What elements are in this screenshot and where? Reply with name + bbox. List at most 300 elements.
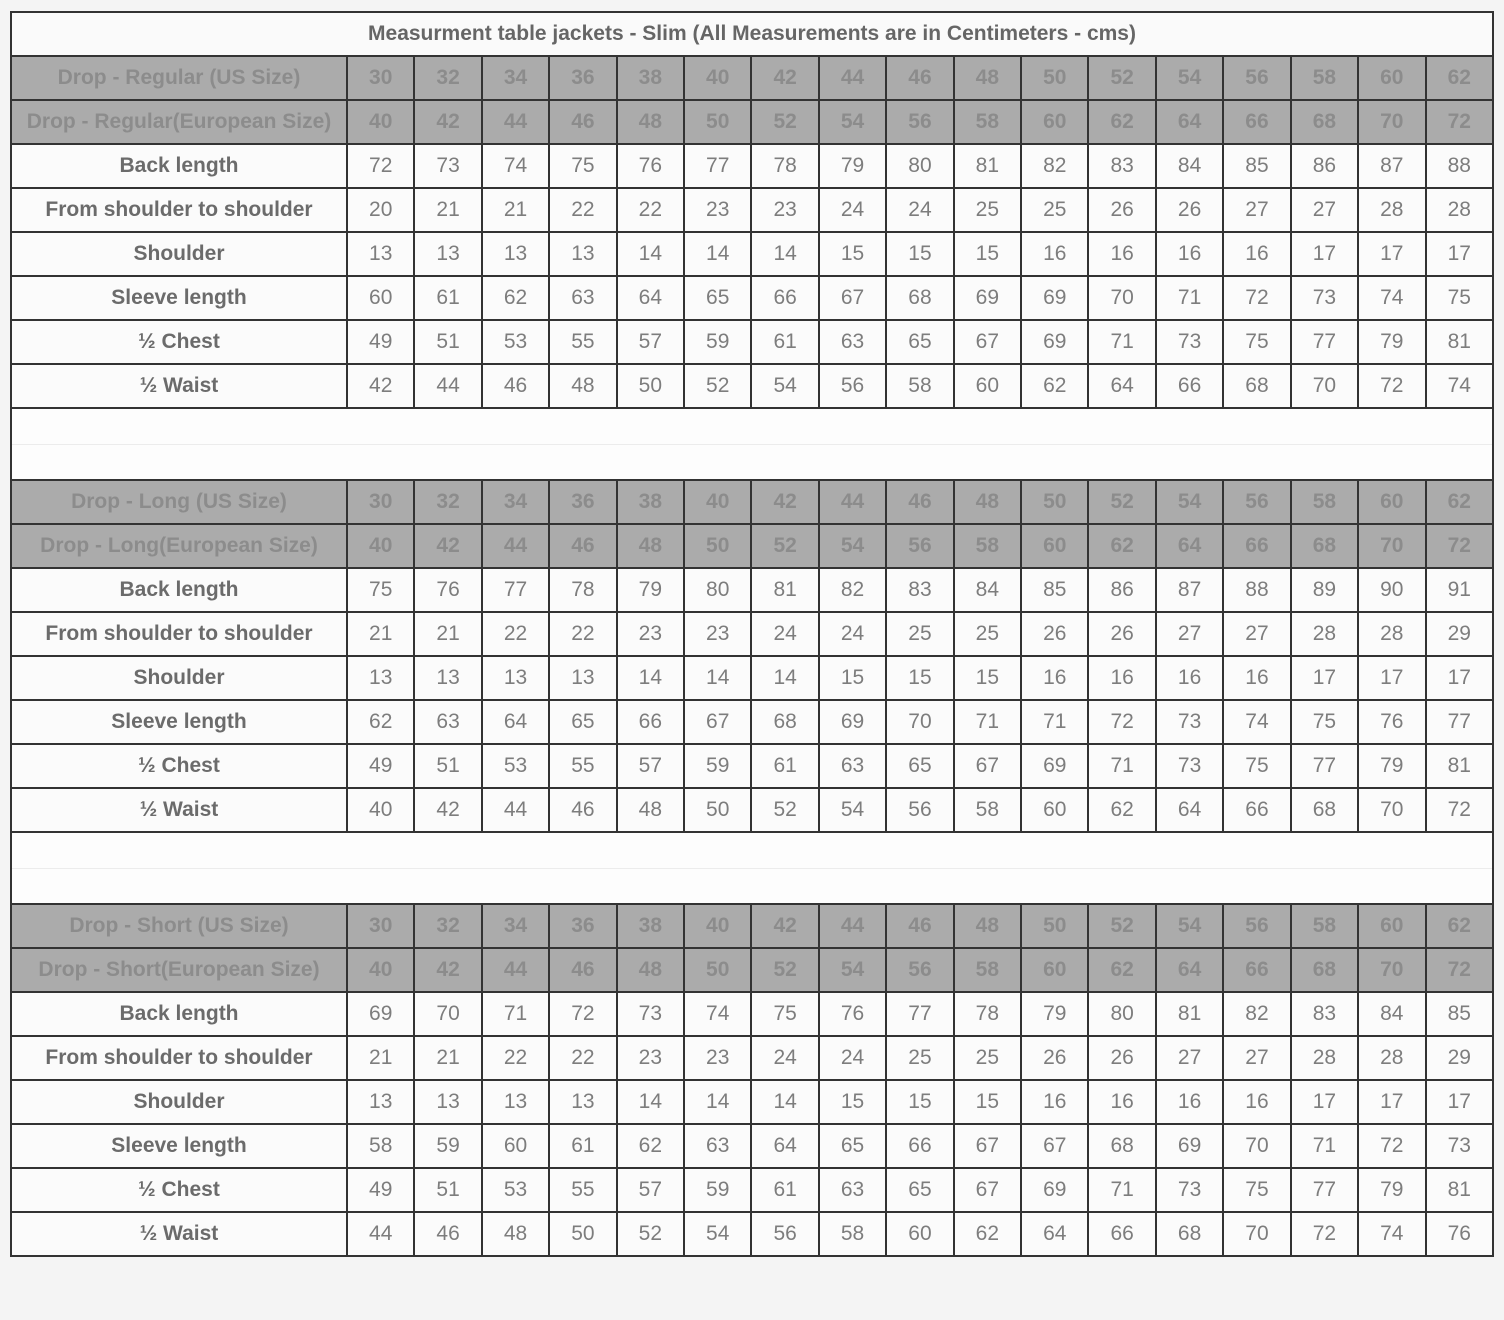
measurement-table-container [10,11,1494,1257]
measurement-cell: 44 [482,788,549,832]
size-cell: 72 [1426,100,1494,144]
measurement-cell: 70 [1088,276,1155,320]
size-header-label: Drop - Regular(European Size) [11,100,347,144]
measurement-cell: 46 [549,788,616,832]
size-cell: 58 [954,524,1021,568]
measurement-cell: 52 [684,364,751,408]
measurement-cell: 72 [549,992,616,1036]
size-cell: 44 [819,904,886,948]
section-spacer-row [11,868,1493,904]
measurement-cell: 65 [886,744,953,788]
size-cell: 60 [1021,100,1088,144]
measurement-cell: 15 [819,232,886,276]
size-cell: 54 [1156,56,1223,100]
measurement-cell: 71 [482,992,549,1036]
measurement-row-label: Back length [11,992,347,1036]
size-cell: 52 [1088,904,1155,948]
measurement-cell: 63 [684,1124,751,1168]
measurement-cell: 23 [684,1036,751,1080]
measurement-cell: 69 [347,992,414,1036]
size-cell: 66 [1223,524,1290,568]
size-cell: 44 [819,56,886,100]
size-cell: 58 [1291,904,1358,948]
measurement-cell: 17 [1426,656,1494,700]
measurement-cell: 70 [1358,788,1425,832]
size-header-label: Drop - Short (US Size) [11,904,347,948]
size-cell: 40 [347,524,414,568]
measurement-row-short [11,1124,1493,1168]
size-cell: 60 [1021,524,1088,568]
measurement-cell: 68 [751,700,818,744]
measurement-cell: 74 [482,144,549,188]
size-cell: 58 [1291,480,1358,524]
measurement-cell: 65 [549,700,616,744]
measurement-cell: 88 [1223,568,1290,612]
measurement-cell: 88 [1426,144,1494,188]
size-header-row-regular [11,56,1493,100]
measurement-cell: 13 [347,1080,414,1124]
size-cell: 54 [1156,480,1223,524]
measurement-cell: 63 [414,700,481,744]
measurement-row-regular [11,364,1493,408]
measurement-cell: 44 [414,364,481,408]
size-header-row-regular [11,100,1493,144]
measurement-cell: 22 [482,1036,549,1080]
measurement-cell: 23 [684,188,751,232]
measurement-cell: 14 [751,656,818,700]
measurement-cell: 28 [1426,188,1494,232]
section-spacer-row [11,832,1493,868]
measurement-cell: 25 [886,1036,953,1080]
size-cell: 38 [617,56,684,100]
measurement-cell: 51 [414,320,481,364]
measurement-cell: 27 [1223,612,1290,656]
measurement-cell: 21 [347,1036,414,1080]
measurement-cell: 16 [1088,1080,1155,1124]
measurement-cell: 75 [1223,1168,1290,1212]
measurement-cell: 69 [1156,1124,1223,1168]
measurement-cell: 25 [954,188,1021,232]
measurement-cell: 78 [549,568,616,612]
size-cell: 32 [414,56,481,100]
measurement-cell: 77 [1426,700,1494,744]
measurement-cell: 48 [549,364,616,408]
size-cell: 56 [886,100,953,144]
measurement-cell: 50 [617,364,684,408]
measurement-cell: 60 [347,276,414,320]
measurement-cell: 66 [751,276,818,320]
measurement-cell: 51 [414,744,481,788]
measurement-cell: 16 [1223,1080,1290,1124]
size-cell: 46 [549,100,616,144]
measurement-cell: 75 [751,992,818,1036]
measurement-cell: 27 [1156,612,1223,656]
measurement-cell: 86 [1088,568,1155,612]
size-header-row-long [11,480,1493,524]
measurement-cell: 49 [347,320,414,364]
size-cell: 42 [414,948,481,992]
measurement-row-label: Shoulder [11,1080,347,1124]
measurement-cell: 63 [819,1168,886,1212]
size-cell: 58 [954,100,1021,144]
measurement-cell: 65 [886,320,953,364]
measurement-cell: 83 [1291,992,1358,1036]
measurement-cell: 17 [1358,232,1425,276]
measurement-cell: 79 [1358,320,1425,364]
measurement-cell: 13 [347,656,414,700]
size-cell: 68 [1291,100,1358,144]
size-cell: 56 [886,948,953,992]
measurement-cell: 71 [1291,1124,1358,1168]
measurement-cell: 65 [886,1168,953,1212]
measurement-cell: 65 [819,1124,886,1168]
measurement-cell: 15 [886,232,953,276]
measurement-cell: 67 [954,320,1021,364]
measurement-cell: 78 [954,992,1021,1036]
measurement-cell: 54 [819,788,886,832]
size-cell: 30 [347,904,414,948]
measurement-cell: 71 [1088,1168,1155,1212]
measurement-cell: 80 [1088,992,1155,1036]
measurement-cell: 27 [1156,1036,1223,1080]
measurement-cell: 13 [549,656,616,700]
size-cell: 52 [751,948,818,992]
measurement-cell: 24 [751,1036,818,1080]
measurement-cell: 73 [1156,320,1223,364]
measurement-cell: 13 [414,1080,481,1124]
measurement-cell: 69 [1021,744,1088,788]
measurement-cell: 53 [482,744,549,788]
measurement-cell: 75 [1223,320,1290,364]
measurement-cell: 80 [886,144,953,188]
measurement-cell: 77 [482,568,549,612]
measurement-cell: 66 [1156,364,1223,408]
measurement-cell: 72 [1426,788,1494,832]
measurement-cell: 89 [1291,568,1358,612]
measurement-cell: 67 [684,700,751,744]
measurement-cell: 73 [1426,1124,1494,1168]
size-cell: 60 [1021,948,1088,992]
size-cell: 58 [954,948,1021,992]
size-cell: 56 [1223,904,1290,948]
measurement-cell: 22 [617,188,684,232]
size-cell: 46 [886,56,953,100]
measurement-row-regular [11,188,1493,232]
size-cell: 32 [414,480,481,524]
measurement-cell: 73 [1291,276,1358,320]
measurement-cell: 74 [1223,700,1290,744]
size-cell: 42 [751,480,818,524]
measurement-cell: 49 [347,744,414,788]
measurement-cell: 82 [1021,144,1088,188]
size-cell: 72 [1426,524,1494,568]
section-spacer-cell [11,832,1493,868]
measurement-cell: 72 [1088,700,1155,744]
measurement-row-long [11,700,1493,744]
measurement-row-label: From shoulder to shoulder [11,1036,347,1080]
size-cell: 46 [886,480,953,524]
size-cell: 68 [1291,948,1358,992]
measurement-cell: 70 [1223,1124,1290,1168]
measurement-row-label: Back length [11,568,347,612]
measurement-cell: 79 [1358,1168,1425,1212]
measurement-cell: 14 [684,656,751,700]
measurement-cell: 74 [1358,276,1425,320]
measurement-cell: 24 [819,612,886,656]
size-cell: 56 [886,524,953,568]
size-cell: 64 [1156,948,1223,992]
measurement-cell: 16 [1021,1080,1088,1124]
measurement-cell: 65 [684,276,751,320]
measurement-row-label: ½ Waist [11,788,347,832]
measurement-cell: 48 [617,788,684,832]
measurement-cell: 26 [1088,188,1155,232]
measurement-cell: 63 [549,276,616,320]
measurement-cell: 81 [1156,992,1223,1036]
measurement-cell: 68 [1088,1124,1155,1168]
measurement-cell: 64 [617,276,684,320]
measurement-cell: 81 [751,568,818,612]
measurement-cell: 58 [954,788,1021,832]
measurement-cell: 24 [819,188,886,232]
measurement-cell: 15 [819,656,886,700]
measurement-cell: 52 [617,1212,684,1256]
measurement-cell: 60 [1021,788,1088,832]
size-cell: 54 [819,100,886,144]
measurement-cell: 61 [751,744,818,788]
measurement-cell: 28 [1291,1036,1358,1080]
measurement-cell: 26 [1088,1036,1155,1080]
measurement-cell: 14 [684,232,751,276]
size-cell: 30 [347,480,414,524]
size-cell: 48 [617,524,684,568]
measurement-cell: 13 [482,1080,549,1124]
measurement-row-regular [11,144,1493,188]
measurement-cell: 71 [1088,320,1155,364]
size-cell: 64 [1156,524,1223,568]
measurement-cell: 72 [1358,364,1425,408]
measurement-row-label: Sleeve length [11,1124,347,1168]
measurement-cell: 60 [954,364,1021,408]
size-cell: 66 [1223,948,1290,992]
size-cell: 42 [751,56,818,100]
measurement-cell: 58 [819,1212,886,1256]
measurement-cell: 17 [1358,1080,1425,1124]
measurement-cell: 76 [1426,1212,1494,1256]
measurement-row-label: Sleeve length [11,700,347,744]
measurement-cell: 67 [954,1168,1021,1212]
measurement-cell: 64 [1088,364,1155,408]
size-cell: 62 [1088,524,1155,568]
measurement-cell: 85 [1021,568,1088,612]
measurement-cell: 20 [347,188,414,232]
measurement-cell: 17 [1358,656,1425,700]
measurement-cell: 57 [617,744,684,788]
measurement-cell: 70 [1291,364,1358,408]
measurement-cell: 66 [617,700,684,744]
measurement-row-label: From shoulder to shoulder [11,188,347,232]
measurement-cell: 16 [1088,232,1155,276]
measurement-row-long [11,744,1493,788]
measurement-row-label: ½ Chest [11,744,347,788]
measurement-cell: 75 [1223,744,1290,788]
measurement-cell: 61 [751,320,818,364]
measurement-cell: 77 [1291,744,1358,788]
measurement-cell: 15 [886,1080,953,1124]
measurement-cell: 56 [751,1212,818,1256]
measurement-cell: 75 [1426,276,1494,320]
measurement-cell: 78 [751,144,818,188]
size-cell: 62 [1088,948,1155,992]
measurement-cell: 27 [1223,188,1290,232]
measurement-cell: 64 [751,1124,818,1168]
size-cell: 44 [819,480,886,524]
measurement-cell: 56 [886,788,953,832]
measurement-cell: 15 [819,1080,886,1124]
measurement-cell: 86 [1291,144,1358,188]
measurement-cell: 14 [617,1080,684,1124]
table-title-row [11,12,1493,56]
measurement-cell: 74 [684,992,751,1036]
measurement-cell: 16 [1156,1080,1223,1124]
measurement-cell: 13 [482,656,549,700]
measurement-row-short [11,1080,1493,1124]
size-cell: 52 [751,524,818,568]
measurement-cell: 26 [1156,188,1223,232]
measurement-cell: 74 [1358,1212,1425,1256]
measurement-cell: 50 [684,788,751,832]
measurement-row-long [11,788,1493,832]
measurement-cell: 84 [954,568,1021,612]
measurement-cell: 62 [1088,788,1155,832]
measurement-cell: 60 [482,1124,549,1168]
measurement-cell: 23 [684,612,751,656]
section-spacer-cell [11,444,1493,480]
measurement-cell: 82 [819,568,886,612]
measurement-cell: 17 [1426,232,1494,276]
measurement-cell: 29 [1426,612,1494,656]
measurement-row-label: ½ Chest [11,1168,347,1212]
measurement-cell: 56 [819,364,886,408]
size-cell: 50 [1021,56,1088,100]
measurement-row-label: Sleeve length [11,276,347,320]
measurement-cell: 50 [549,1212,616,1256]
measurement-cell: 83 [886,568,953,612]
measurement-row-label: Back length [11,144,347,188]
measurement-cell: 13 [347,232,414,276]
measurement-cell: 61 [549,1124,616,1168]
section-spacer-cell [11,868,1493,904]
measurement-cell: 21 [414,612,481,656]
size-cell: 46 [886,904,953,948]
measurement-cell: 87 [1358,144,1425,188]
measurement-row-regular [11,232,1493,276]
measurement-cell: 79 [1021,992,1088,1036]
section-spacer-cell [11,408,1493,444]
measurement-cell: 57 [617,320,684,364]
size-header-label: Drop - Short(European Size) [11,948,347,992]
measurement-row-short [11,1212,1493,1256]
measurement-cell: 55 [549,320,616,364]
measurement-cell: 46 [482,364,549,408]
measurement-cell: 72 [1223,276,1290,320]
measurement-row-label: ½ Chest [11,320,347,364]
size-cell: 40 [347,100,414,144]
size-cell: 50 [1021,480,1088,524]
measurement-cell: 22 [549,1036,616,1080]
measurement-cell: 59 [414,1124,481,1168]
measurement-cell: 84 [1156,144,1223,188]
measurement-cell: 16 [1156,232,1223,276]
size-cell: 48 [617,100,684,144]
measurement-cell: 15 [954,1080,1021,1124]
measurement-cell: 76 [414,568,481,612]
measurement-cell: 85 [1426,992,1494,1036]
measurement-cell: 64 [1156,788,1223,832]
measurement-cell: 59 [684,744,751,788]
size-cell: 54 [819,948,886,992]
measurement-cell: 68 [1223,364,1290,408]
measurement-cell: 25 [954,612,1021,656]
measurement-cell: 54 [684,1212,751,1256]
measurement-cell: 70 [1223,1212,1290,1256]
measurement-row-regular [11,276,1493,320]
size-cell: 54 [819,524,886,568]
size-cell: 64 [1156,100,1223,144]
measurement-cell: 53 [482,320,549,364]
measurement-cell: 71 [1088,744,1155,788]
measurement-cell: 80 [684,568,751,612]
measurement-cell: 53 [482,1168,549,1212]
measurement-row-label: Shoulder [11,656,347,700]
measurement-cell: 13 [414,232,481,276]
measurement-cell: 17 [1291,656,1358,700]
size-cell: 62 [1426,904,1494,948]
measurement-cell: 25 [886,612,953,656]
size-cell: 58 [1291,56,1358,100]
size-cell: 36 [549,56,616,100]
size-cell: 52 [1088,56,1155,100]
measurement-cell: 79 [819,144,886,188]
measurement-cell: 69 [1021,1168,1088,1212]
measurement-cell: 23 [617,612,684,656]
measurement-cell: 69 [1021,320,1088,364]
measurement-cell: 13 [549,1080,616,1124]
size-cell: 62 [1088,100,1155,144]
size-cell: 36 [549,480,616,524]
measurement-cell: 23 [751,188,818,232]
size-cell: 70 [1358,100,1425,144]
measurement-row-short [11,1168,1493,1212]
measurement-cell: 44 [347,1212,414,1256]
size-cell: 36 [549,904,616,948]
measurement-cell: 66 [1223,788,1290,832]
measurement-cell: 68 [886,276,953,320]
measurement-cell: 28 [1358,1036,1425,1080]
measurement-cell: 62 [482,276,549,320]
measurement-cell: 77 [684,144,751,188]
measurement-cell: 68 [1156,1212,1223,1256]
size-cell: 52 [751,100,818,144]
measurement-cell: 64 [1021,1212,1088,1256]
measurement-cell: 15 [886,656,953,700]
size-header-label: Drop - Long (US Size) [11,480,347,524]
measurement-cell: 75 [1291,700,1358,744]
measurement-cell: 16 [1021,232,1088,276]
size-cell: 68 [1291,524,1358,568]
size-cell: 40 [684,904,751,948]
size-cell: 30 [347,56,414,100]
